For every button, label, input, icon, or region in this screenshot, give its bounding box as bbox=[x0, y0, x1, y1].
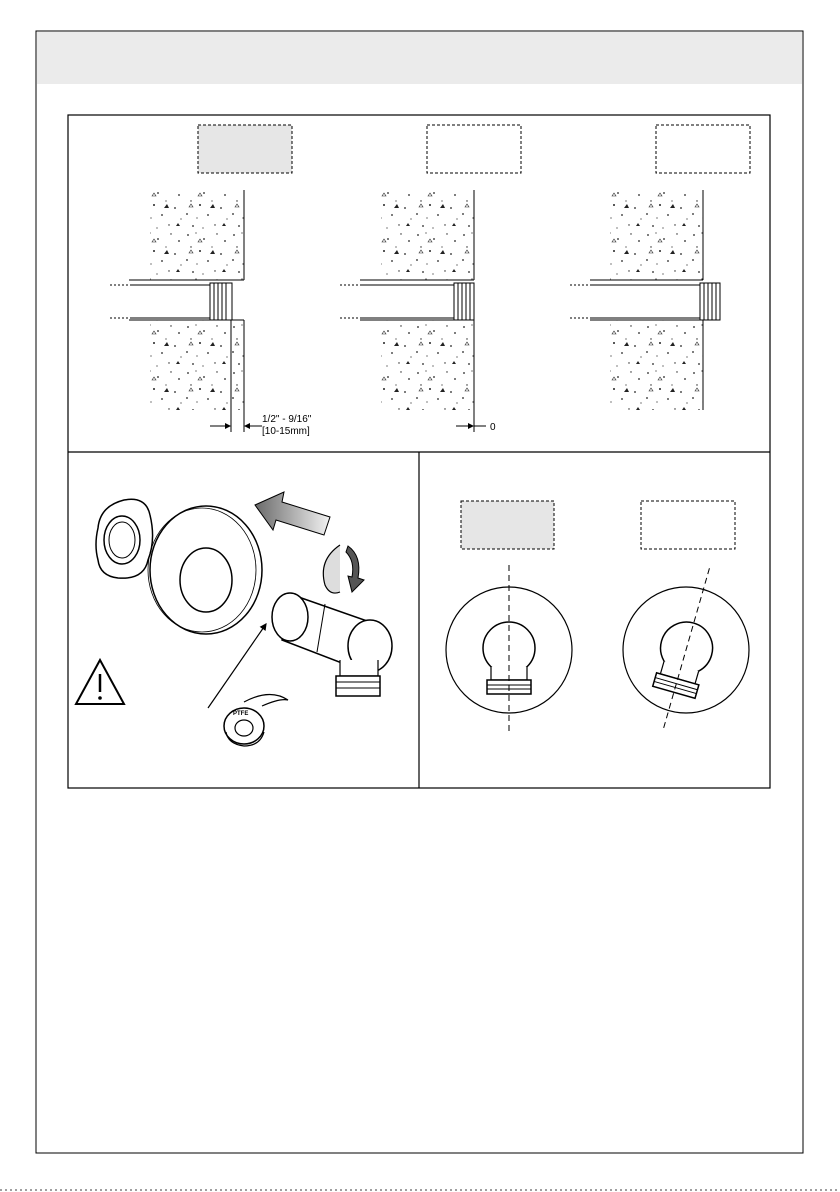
wall-lower bbox=[610, 320, 703, 410]
wall-outlet-body bbox=[272, 593, 392, 696]
push-direction-arrow bbox=[255, 492, 330, 535]
wall-panel-flush bbox=[340, 125, 521, 433]
ptfe-tape-roll-icon bbox=[224, 694, 288, 746]
thread-fitting bbox=[700, 283, 720, 320]
label-box-filled bbox=[198, 125, 292, 173]
wall-upper bbox=[150, 190, 244, 280]
wall-lower bbox=[381, 320, 474, 410]
caution-icon bbox=[76, 660, 124, 704]
rotate-arrow-icon bbox=[323, 545, 364, 593]
label-box-empty bbox=[641, 501, 735, 549]
tape-pointer-line bbox=[208, 624, 266, 708]
tape-label: PTFE bbox=[233, 711, 249, 717]
alignment-panel-tilted bbox=[623, 501, 749, 739]
cover-rosette bbox=[148, 506, 262, 634]
label-box-empty bbox=[656, 125, 750, 173]
wall-upper bbox=[381, 190, 474, 280]
wall-lower bbox=[150, 320, 244, 410]
thread-fitting bbox=[210, 283, 232, 320]
wall-upper bbox=[610, 190, 703, 280]
label-box-empty bbox=[427, 125, 521, 173]
wall-panel-protruding bbox=[570, 125, 750, 410]
dimension-recess-inch: 1/2" - 9/16" bbox=[262, 414, 312, 425]
assembly-panel bbox=[76, 492, 392, 746]
flange-gasket bbox=[96, 499, 153, 578]
dimension-flush-value: 0 bbox=[490, 422, 496, 433]
page-header-band bbox=[37, 32, 802, 84]
dimension-recess-mm: [10-15mm] bbox=[262, 426, 310, 437]
label-box-filled bbox=[461, 501, 554, 549]
thread-fitting bbox=[454, 283, 474, 320]
wall-panel-recessed bbox=[110, 125, 312, 437]
alignment-panel-correct bbox=[446, 501, 572, 735]
